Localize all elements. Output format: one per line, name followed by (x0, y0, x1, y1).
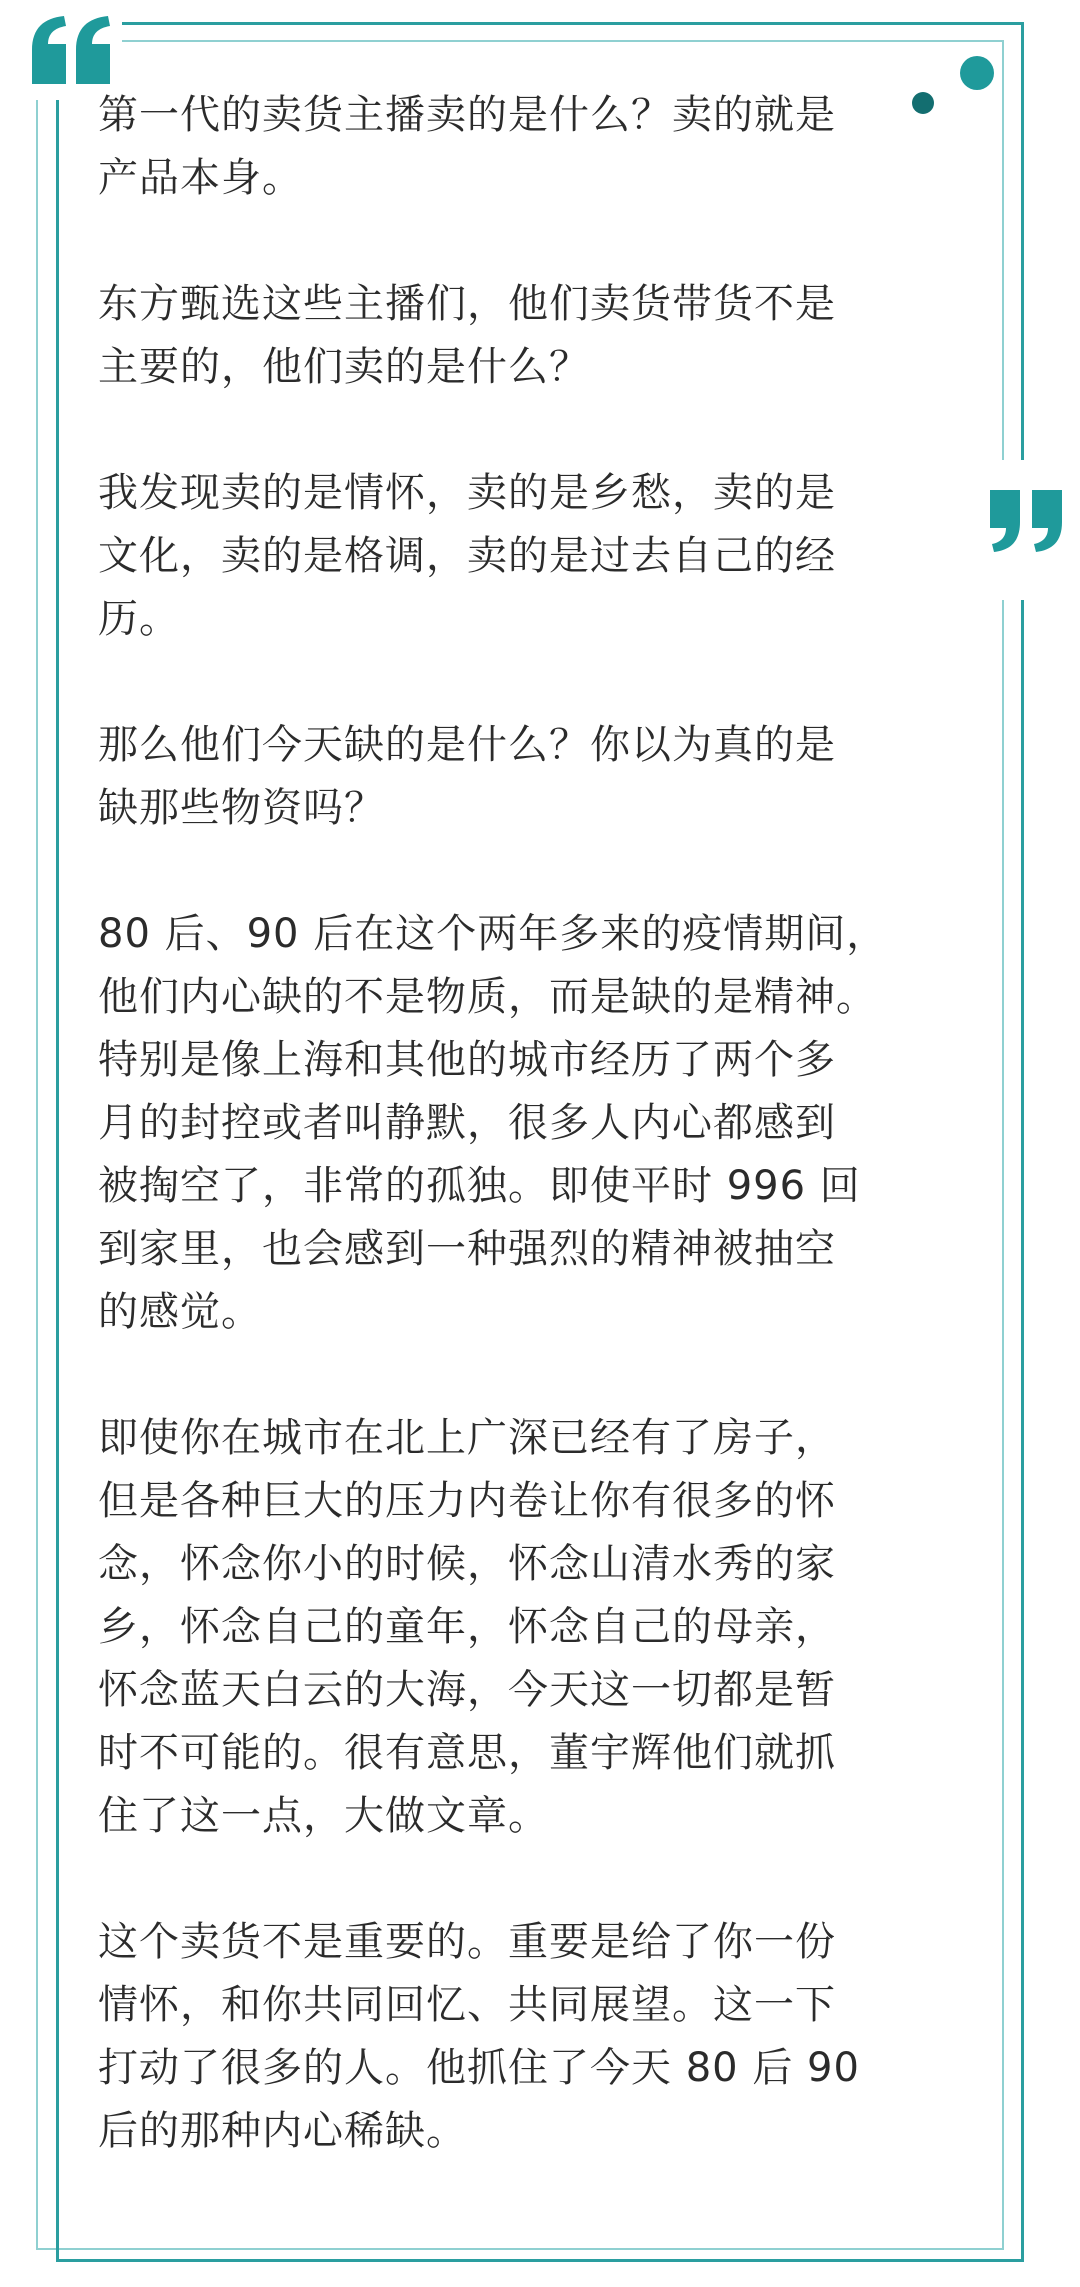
close-quote-icon (988, 488, 1066, 554)
open-quote-icon (28, 14, 116, 86)
paragraph-4: 那么他们今天缺的是什么？你以为真的是 缺那些物资吗？ (98, 722, 836, 831)
paragraph-1: 第一代的卖货主播卖的是什么？卖的就是 产品本身。 (98, 92, 836, 201)
paragraph-2: 东方甄选这些主播们，他们卖货带货不是 主要的，他们卖的是什么？ (98, 281, 836, 390)
decor-dot-large (960, 56, 994, 90)
article-body (98, 84, 958, 2226)
paragraph-7: 这个卖货不是重要的。重要是给了你一份 情怀，和你共同回忆、共同展望。这一下 打动了很多的人。他抓住了今天 80 后 90 后的那种内心稀缺。 (98, 1919, 860, 2154)
paragraph-3: 我发现卖的是情怀，卖的是乡愁，卖的是 文化，卖的是格调，卖的是过去自己的经 历。 (98, 470, 836, 642)
paragraph-6: 即使你在城市在北上广深已经有了房子， 但是各种巨大的压力内卷让你有很多的怀 念，怀念你小的时候，怀念山清水秀的家 乡，怀念自己的童年，怀念自己的母亲， 怀念蓝天白云的大海，今天这一切都是暂 时不可能的。很有意思，董宇辉他们就抓 住了这一点，大做文章。 (98, 1415, 836, 1839)
paragraph-5: 80 后、90 后在这个两年多来的疫情期间， 他们内心缺的不是物质，而是缺的是精神。 特别是像上海和其他的城市经历了两个多 月的封控或者叫静默，很多人内心都感到 被掏空了，非常的孤独。即使平时 996 回 到家里，也会感到一种强烈的精神被抽空 的感觉。 (98, 911, 888, 1335)
